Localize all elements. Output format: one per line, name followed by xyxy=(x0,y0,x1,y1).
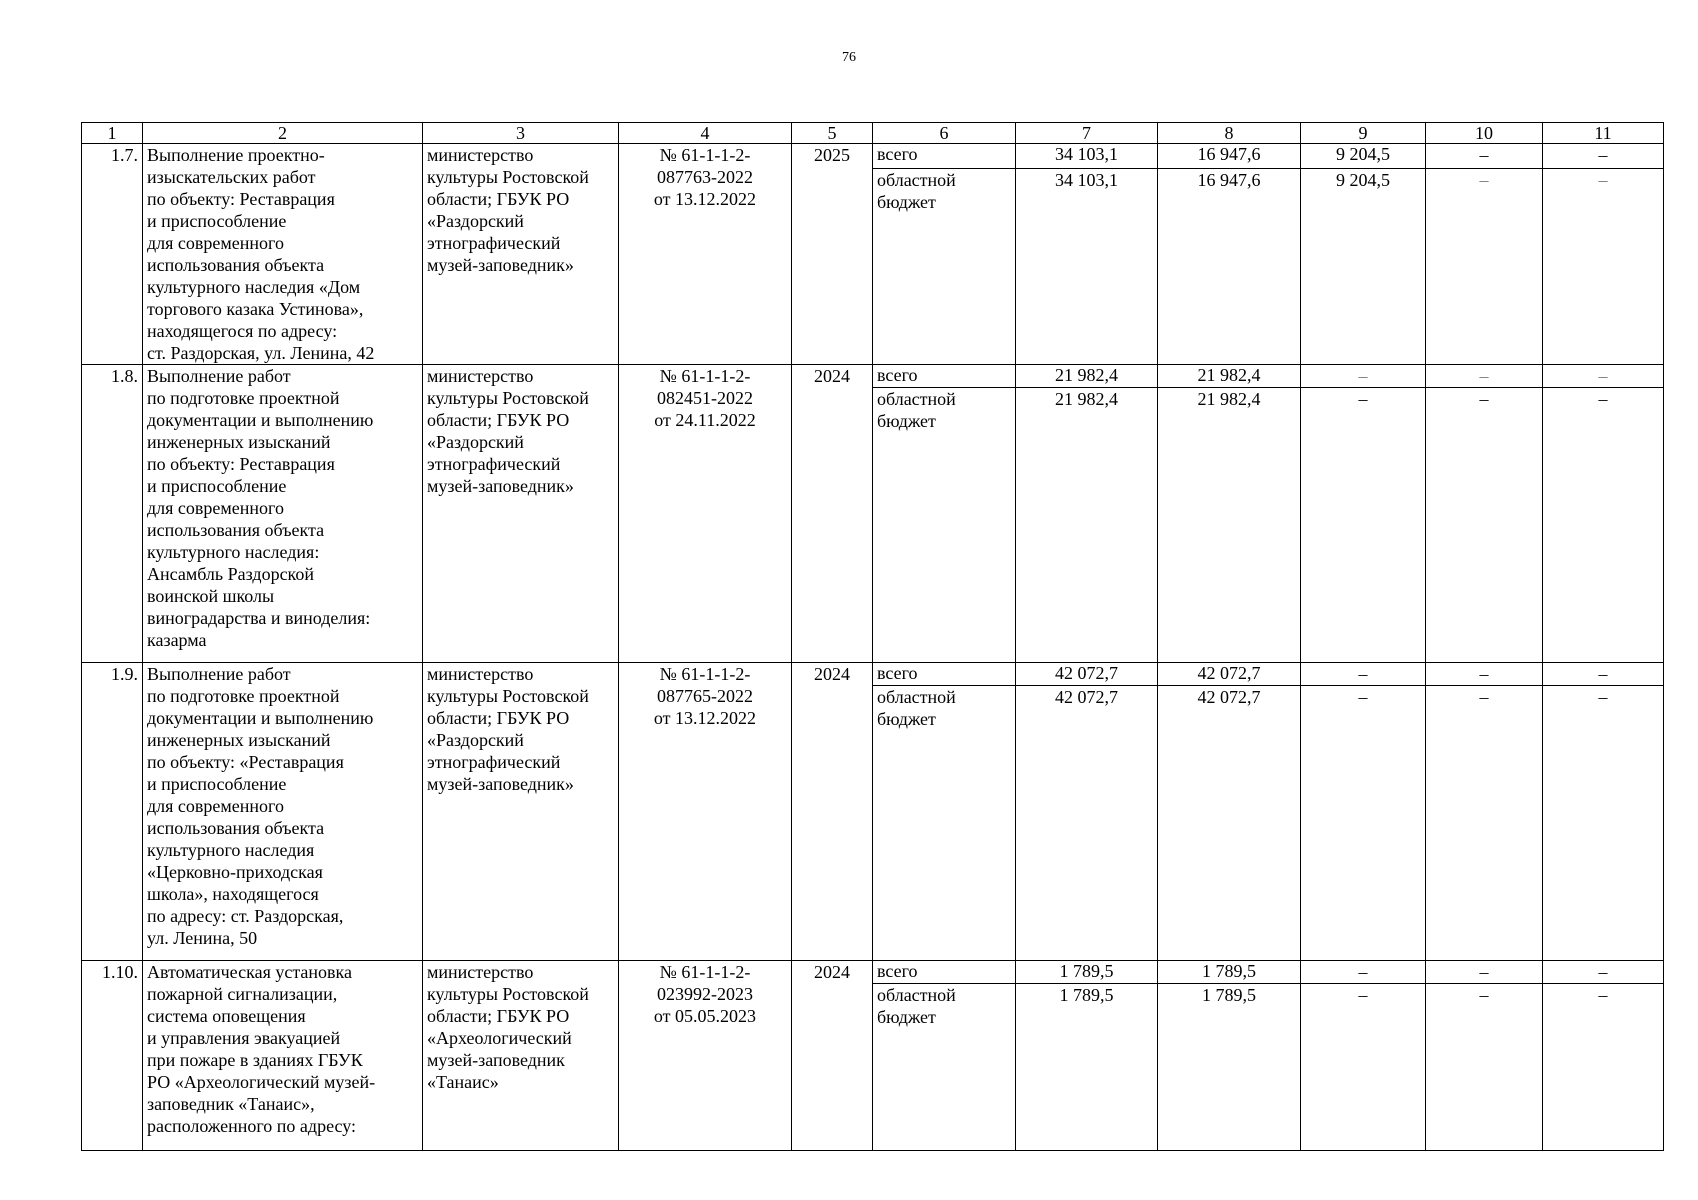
column-header: 8 xyxy=(1158,123,1301,144)
work-description: Выполнение работ по подготовке проектной документации и выполнению инженерных изысканий по объекту: «Реставрация и приспособление для современного использования объекта культурного наследия «Церковно-приходская школа», находящегося по адресу: ст. Раздорская, ул. Ленина, 50 xyxy=(143,663,423,961)
funding-label-regional: областной бюджет xyxy=(873,388,1016,663)
document-reference: № 61-1-1-2- 087763-2022 от 13.12.2022 xyxy=(619,144,792,365)
table-header-row xyxy=(82,123,1664,144)
value-col9: 9 204,5 xyxy=(1301,144,1426,169)
column-header: 3 xyxy=(423,123,619,144)
value-col8: 42 072,7 xyxy=(1158,663,1301,686)
column-header: 7 xyxy=(1016,123,1158,144)
year: 2025 xyxy=(792,144,873,365)
value-col9: – xyxy=(1301,388,1426,663)
value-col8: 42 072,7 xyxy=(1158,686,1301,961)
table-row xyxy=(82,663,1664,686)
value-col10: – xyxy=(1426,365,1543,388)
value-col10: – xyxy=(1426,663,1543,686)
value-col10: – xyxy=(1426,961,1543,984)
column-header: 4 xyxy=(619,123,792,144)
table-row xyxy=(82,365,1664,388)
value-col9: 9 204,5 xyxy=(1301,169,1426,365)
row-number: 1.8. xyxy=(82,365,143,663)
funding-label-total: всего xyxy=(873,961,1016,984)
value-col7: 42 072,7 xyxy=(1016,663,1158,686)
value-col11: – xyxy=(1543,169,1664,365)
value-col10: – xyxy=(1426,169,1543,365)
value-col7: 21 982,4 xyxy=(1016,365,1158,388)
responsible-organization: министерство культуры Ростовской области; ГБУК РО «Раздорский этнографический музей-заповедник» xyxy=(423,365,619,663)
value-col11: – xyxy=(1543,144,1664,169)
value-col10: – xyxy=(1426,388,1543,663)
funding-label-regional: областной бюджет xyxy=(873,984,1016,1151)
responsible-organization: министерство культуры Ростовской области; ГБУК РО «Раздорский этнографический музей-заповедник» xyxy=(423,144,619,365)
column-header: 11 xyxy=(1543,123,1664,144)
funding-label-total: всего xyxy=(873,144,1016,169)
table-row xyxy=(82,961,1664,984)
value-col9: – xyxy=(1301,686,1426,961)
value-col11: – xyxy=(1543,984,1664,1151)
value-col8: 21 982,4 xyxy=(1158,388,1301,663)
value-col8: 1 789,5 xyxy=(1158,984,1301,1151)
responsible-organization: министерство культуры Ростовской области; ГБУК РО «Археологический музей-заповедник «Танаис» xyxy=(423,961,619,1151)
value-col11: – xyxy=(1543,388,1664,663)
funding-label-total: всего xyxy=(873,365,1016,388)
year: 2024 xyxy=(792,663,873,961)
page-number: 76 xyxy=(842,50,856,65)
budget-table xyxy=(81,122,1664,1151)
value-col8: 16 947,6 xyxy=(1158,169,1301,365)
value-col8: 16 947,6 xyxy=(1158,144,1301,169)
column-header: 9 xyxy=(1301,123,1426,144)
row-number: 1.10. xyxy=(82,961,143,1151)
work-description: Выполнение работ по подготовке проектной документации и выполнению инженерных изысканий по объекту: Реставрация и приспособление для современного использования объекта культурного наследия: Ансамбль Раздорской воинской школы виноградарства и виноделия: казарма xyxy=(143,365,423,663)
column-header: 2 xyxy=(143,123,423,144)
year: 2024 xyxy=(792,961,873,1151)
column-header: 5 xyxy=(792,123,873,144)
value-col7: 1 789,5 xyxy=(1016,961,1158,984)
value-col10: – xyxy=(1426,686,1543,961)
value-col10: – xyxy=(1426,984,1543,1151)
year: 2024 xyxy=(792,365,873,663)
document-reference: № 61-1-1-2- 087765-2022 от 13.12.2022 xyxy=(619,663,792,961)
value-col8: 1 789,5 xyxy=(1158,961,1301,984)
document-reference: № 61-1-1-2- 023992-2023 от 05.05.2023 xyxy=(619,961,792,1151)
value-col11: – xyxy=(1543,686,1664,961)
value-col9: – xyxy=(1301,663,1426,686)
funding-label-regional: областной бюджет xyxy=(873,686,1016,961)
column-header: 10 xyxy=(1426,123,1543,144)
value-col9: – xyxy=(1301,961,1426,984)
value-col10: – xyxy=(1426,144,1543,169)
responsible-organization: министерство культуры Ростовской области; ГБУК РО «Раздорский этнографический музей-заповедник» xyxy=(423,663,619,961)
row-number: 1.7. xyxy=(82,144,143,365)
value-col7: 42 072,7 xyxy=(1016,686,1158,961)
value-col9: – xyxy=(1301,365,1426,388)
work-description: Автоматическая установка пожарной сигнализации, система оповещения и управления эвакуацией при пожаре в зданиях ГБУК РО «Археологический музей- заповедник «Танаис», расположенного по адресу: xyxy=(143,961,423,1151)
column-header: 6 xyxy=(873,123,1016,144)
table-row xyxy=(82,144,1664,169)
value-col7: 34 103,1 xyxy=(1016,169,1158,365)
funding-label-regional: областной бюджет xyxy=(873,169,1016,365)
value-col7: 21 982,4 xyxy=(1016,388,1158,663)
value-col7: 1 789,5 xyxy=(1016,984,1158,1151)
document-reference: № 61-1-1-2- 082451-2022 от 24.11.2022 xyxy=(619,365,792,663)
row-number: 1.9. xyxy=(82,663,143,961)
value-col8: 21 982,4 xyxy=(1158,365,1301,388)
work-description: Выполнение проектно- изыскательских работ по объекту: Реставрация и приспособление для современного использования объекта культурного наследия «Дом торгового казака Устинова», находящегося по адресу: ст. Раздорская, ул. Ленина, 42 xyxy=(143,144,423,365)
funding-label-total: всего xyxy=(873,663,1016,686)
value-col9: – xyxy=(1301,984,1426,1151)
column-header: 1 xyxy=(82,123,143,144)
value-col7: 34 103,1 xyxy=(1016,144,1158,169)
value-col11: – xyxy=(1543,365,1664,388)
value-col11: – xyxy=(1543,961,1664,984)
value-col11: – xyxy=(1543,663,1664,686)
